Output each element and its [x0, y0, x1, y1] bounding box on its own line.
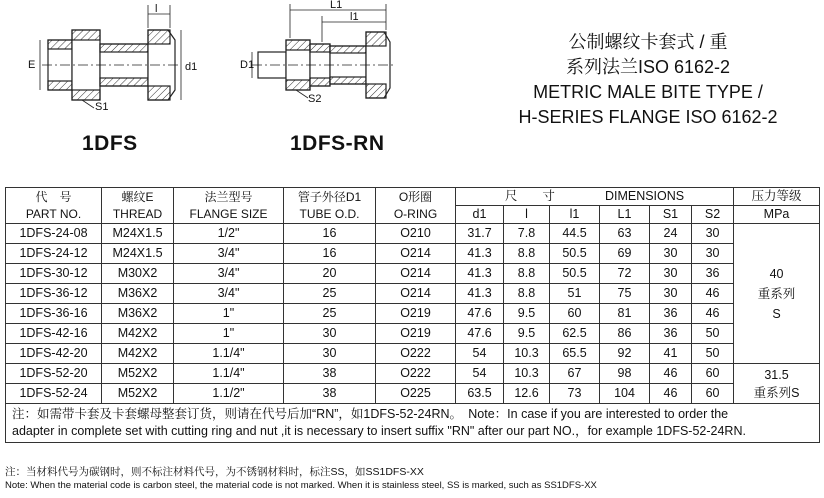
table-cell: 25	[284, 284, 376, 304]
table-header-row	[6, 188, 820, 206]
table-cell: O214	[376, 244, 456, 264]
table-cell: 1"	[174, 324, 284, 344]
table-cell: 46	[650, 364, 692, 384]
table-cell: 62.5	[550, 324, 600, 344]
table-cell: M52X2	[102, 384, 174, 404]
table-cell: 20	[284, 264, 376, 284]
table-cell: 50	[692, 324, 734, 344]
table-cell: 69	[600, 244, 650, 264]
table-cell: 1"	[174, 304, 284, 324]
table-cell: 98	[600, 364, 650, 384]
table-cell: 60	[692, 384, 734, 404]
table-cell: O225	[376, 384, 456, 404]
table-row	[6, 284, 820, 304]
table-cell: 46	[692, 284, 734, 304]
table-cell: 1DFS-52-20	[6, 364, 102, 384]
table-cell: 86	[600, 324, 650, 344]
col-flange-size: 法兰型号 FLANGE SIZE	[174, 188, 284, 224]
table-cell: 46	[650, 384, 692, 404]
table-row	[6, 364, 820, 384]
table-row	[6, 304, 820, 324]
table-cell: O214	[376, 264, 456, 284]
table-cell: 67	[550, 364, 600, 384]
col-dimensions: 尺 寸 DIMENSIONS	[456, 188, 734, 206]
table-cell: 12.6	[504, 384, 550, 404]
col-tube-od: 管子外径D1 TUBE O.D.	[284, 188, 376, 224]
col-s1: S1	[650, 206, 692, 224]
table-cell: O214	[376, 284, 456, 304]
pressure-group-cell	[734, 364, 820, 404]
table-cell: 30	[284, 344, 376, 364]
table-cell: 1DFS-36-16	[6, 304, 102, 324]
table-cell: M42X2	[102, 324, 174, 344]
table-cell: 60	[692, 364, 734, 384]
table-cell: 41.3	[456, 284, 504, 304]
table-cell: 8.8	[504, 284, 550, 304]
table-cell: O210	[376, 224, 456, 244]
table-cell: 46	[692, 304, 734, 324]
table-cell: 16	[284, 244, 376, 264]
pressure-group-value: 31.5	[764, 367, 789, 382]
table-cell: 73	[550, 384, 600, 404]
title-en-line1: METRIC MALE BITE TYPE /	[533, 82, 763, 102]
table-cell: O219	[376, 304, 456, 324]
table-cell: M42X2	[102, 344, 174, 364]
footnote-cn: 注：当材料代号为碳钢时，则不标注材料代号，为不锈钢材料时，标注SS，如SS1DFS-XX	[5, 466, 424, 478]
dim-label-L1: L1	[330, 0, 343, 11]
table-cell: 10.3	[504, 364, 550, 384]
table-row	[6, 224, 820, 244]
table-cell: 63.5	[456, 384, 504, 404]
table-cell: 30	[650, 264, 692, 284]
dim-label-D1: D1	[240, 59, 255, 71]
table-row	[6, 324, 820, 344]
table-cell: 3/4"	[174, 264, 284, 284]
table-cell: 36	[692, 264, 734, 284]
col-pressure: 压力等级	[734, 188, 820, 206]
table-row	[6, 344, 820, 364]
col-thread: 螺纹E THREAD	[102, 188, 174, 224]
col-l: l	[504, 206, 550, 224]
table-cell: 38	[284, 364, 376, 384]
table-cell: 3/4"	[174, 284, 284, 304]
table-cell: 54	[456, 344, 504, 364]
table-cell: 41.3	[456, 244, 504, 264]
table-cell: O222	[376, 344, 456, 364]
table-cell: 30	[692, 244, 734, 264]
table-cell: M24X1.5	[102, 244, 174, 264]
col-pressure-unit: MPa	[734, 206, 820, 224]
table-cell: 51	[550, 284, 600, 304]
title-cn-line1: 公制螺纹卡套式 / 重	[568, 32, 728, 52]
table-cell: 30	[284, 324, 376, 344]
table-cell: 30	[692, 224, 734, 244]
ordering-note-line: adapter in complete set with cutting ring and nut ,it is necessary to insert suffix "RN" after our part NO.，for example 1DFS-52-24RN.	[12, 424, 746, 438]
col-o-ring: O形圈 O-RING	[376, 188, 456, 224]
title-cn-line2: 系列法兰ISO 6162-2	[565, 57, 731, 77]
table-cell: 1.1/4"	[174, 364, 284, 384]
dim-label-S2: S2	[308, 93, 322, 105]
table-cell: 1.1/4"	[174, 344, 284, 364]
table-cell: 104	[600, 384, 650, 404]
pressure-group-series: 重系列S	[753, 385, 800, 400]
dim-label-s1: S1	[95, 101, 109, 113]
table-cell: 92	[600, 344, 650, 364]
table-cell: 65.5	[550, 344, 600, 364]
table-cell: 24	[650, 224, 692, 244]
table-cell: M36X2	[102, 284, 174, 304]
pressure-group-cell	[734, 224, 820, 364]
col-l1: l1	[550, 206, 600, 224]
table-cell: 44.5	[550, 224, 600, 244]
table-cell: 31.7	[456, 224, 504, 244]
table-cell: 1DFS-42-20	[6, 344, 102, 364]
table-cell: 8.8	[504, 264, 550, 284]
table-cell: M24X1.5	[102, 224, 174, 244]
table-cell: O219	[376, 324, 456, 344]
table-cell: 8.8	[504, 244, 550, 264]
table-cell: 50.5	[550, 264, 600, 284]
table-cell: 81	[600, 304, 650, 324]
table-row	[6, 244, 820, 264]
table-cell: 36	[650, 324, 692, 344]
table-cell: 50.5	[550, 244, 600, 264]
table-cell: 60	[550, 304, 600, 324]
table-cell: 36	[650, 304, 692, 324]
drawing-1dfs	[40, 5, 181, 108]
table-cell: 47.6	[456, 304, 504, 324]
table-cell: 9.5	[504, 324, 550, 344]
table-cell: 47.6	[456, 324, 504, 344]
table-cell: 1DFS-30-12	[6, 264, 102, 284]
table-cell: 1.1/2"	[174, 384, 284, 404]
ordering-note-line: 注：如需带卡套及卡套螺母整套订货，则请在代号后加“RN”，如1DFS-52-24RN。 Note：In case if you are interested to order the	[12, 407, 729, 421]
table-cell: 30	[650, 284, 692, 304]
spec-table	[5, 187, 820, 443]
table-row	[6, 384, 820, 404]
col-s2: S2	[692, 206, 734, 224]
table-cell: 41	[650, 344, 692, 364]
table-cell: M52X2	[102, 364, 174, 384]
table-cell: 72	[600, 264, 650, 284]
table-cell: 1DFS-36-12	[6, 284, 102, 304]
table-cell: 50	[692, 344, 734, 364]
table-cell: 25	[284, 304, 376, 324]
table-cell: 7.8	[504, 224, 550, 244]
col-part-no: 代 号 PART NO.	[6, 188, 102, 224]
col-d1: d1	[456, 206, 504, 224]
pressure-group-class: S	[772, 306, 781, 321]
table-cell: M36X2	[102, 304, 174, 324]
dim-label-d1: d1	[185, 61, 198, 73]
table-cell: 9.5	[504, 304, 550, 324]
model-label-1dfs-rn: 1DFS-RN	[290, 132, 385, 155]
table-cell: 38	[284, 384, 376, 404]
model-label-1dfs: 1DFS	[82, 132, 138, 155]
table-cell: 10.3	[504, 344, 550, 364]
table-note-row	[6, 404, 820, 443]
table-cell: 63	[600, 224, 650, 244]
pressure-group-value: 40	[769, 266, 784, 281]
dim-label-e: E	[28, 59, 36, 71]
table-cell: 30	[650, 244, 692, 264]
drawing-1dfs-rn	[252, 4, 396, 98]
pressure-group-series: 重系列	[757, 286, 796, 301]
table-row	[6, 264, 820, 284]
table-cell: O222	[376, 364, 456, 384]
table-cell: 1DFS-24-08	[6, 224, 102, 244]
dim-label-l: l	[155, 3, 158, 15]
footnote-en: Note: When the material code is carbon steel, the material code is not marked. When it is stainless steel, SS is marked, such as SS1DFS-XX	[5, 480, 597, 491]
ordering-note	[6, 404, 820, 443]
table-cell: 1DFS-52-24	[6, 384, 102, 404]
table-cell: 1DFS-24-12	[6, 244, 102, 264]
table-cell: 75	[600, 284, 650, 304]
table-cell: 54	[456, 364, 504, 384]
table-cell: M30X2	[102, 264, 174, 284]
table-cell: 16	[284, 224, 376, 244]
product-title	[478, 30, 818, 130]
table-cell: 1DFS-42-16	[6, 324, 102, 344]
col-L1: L1	[600, 206, 650, 224]
table-cell: 41.3	[456, 264, 504, 284]
dim-label-l1: l1	[350, 11, 359, 23]
table-cell: 3/4"	[174, 244, 284, 264]
table-cell: 1/2"	[174, 224, 284, 244]
title-en-line2: H-SERIES FLANGE ISO 6162-2	[518, 107, 778, 127]
